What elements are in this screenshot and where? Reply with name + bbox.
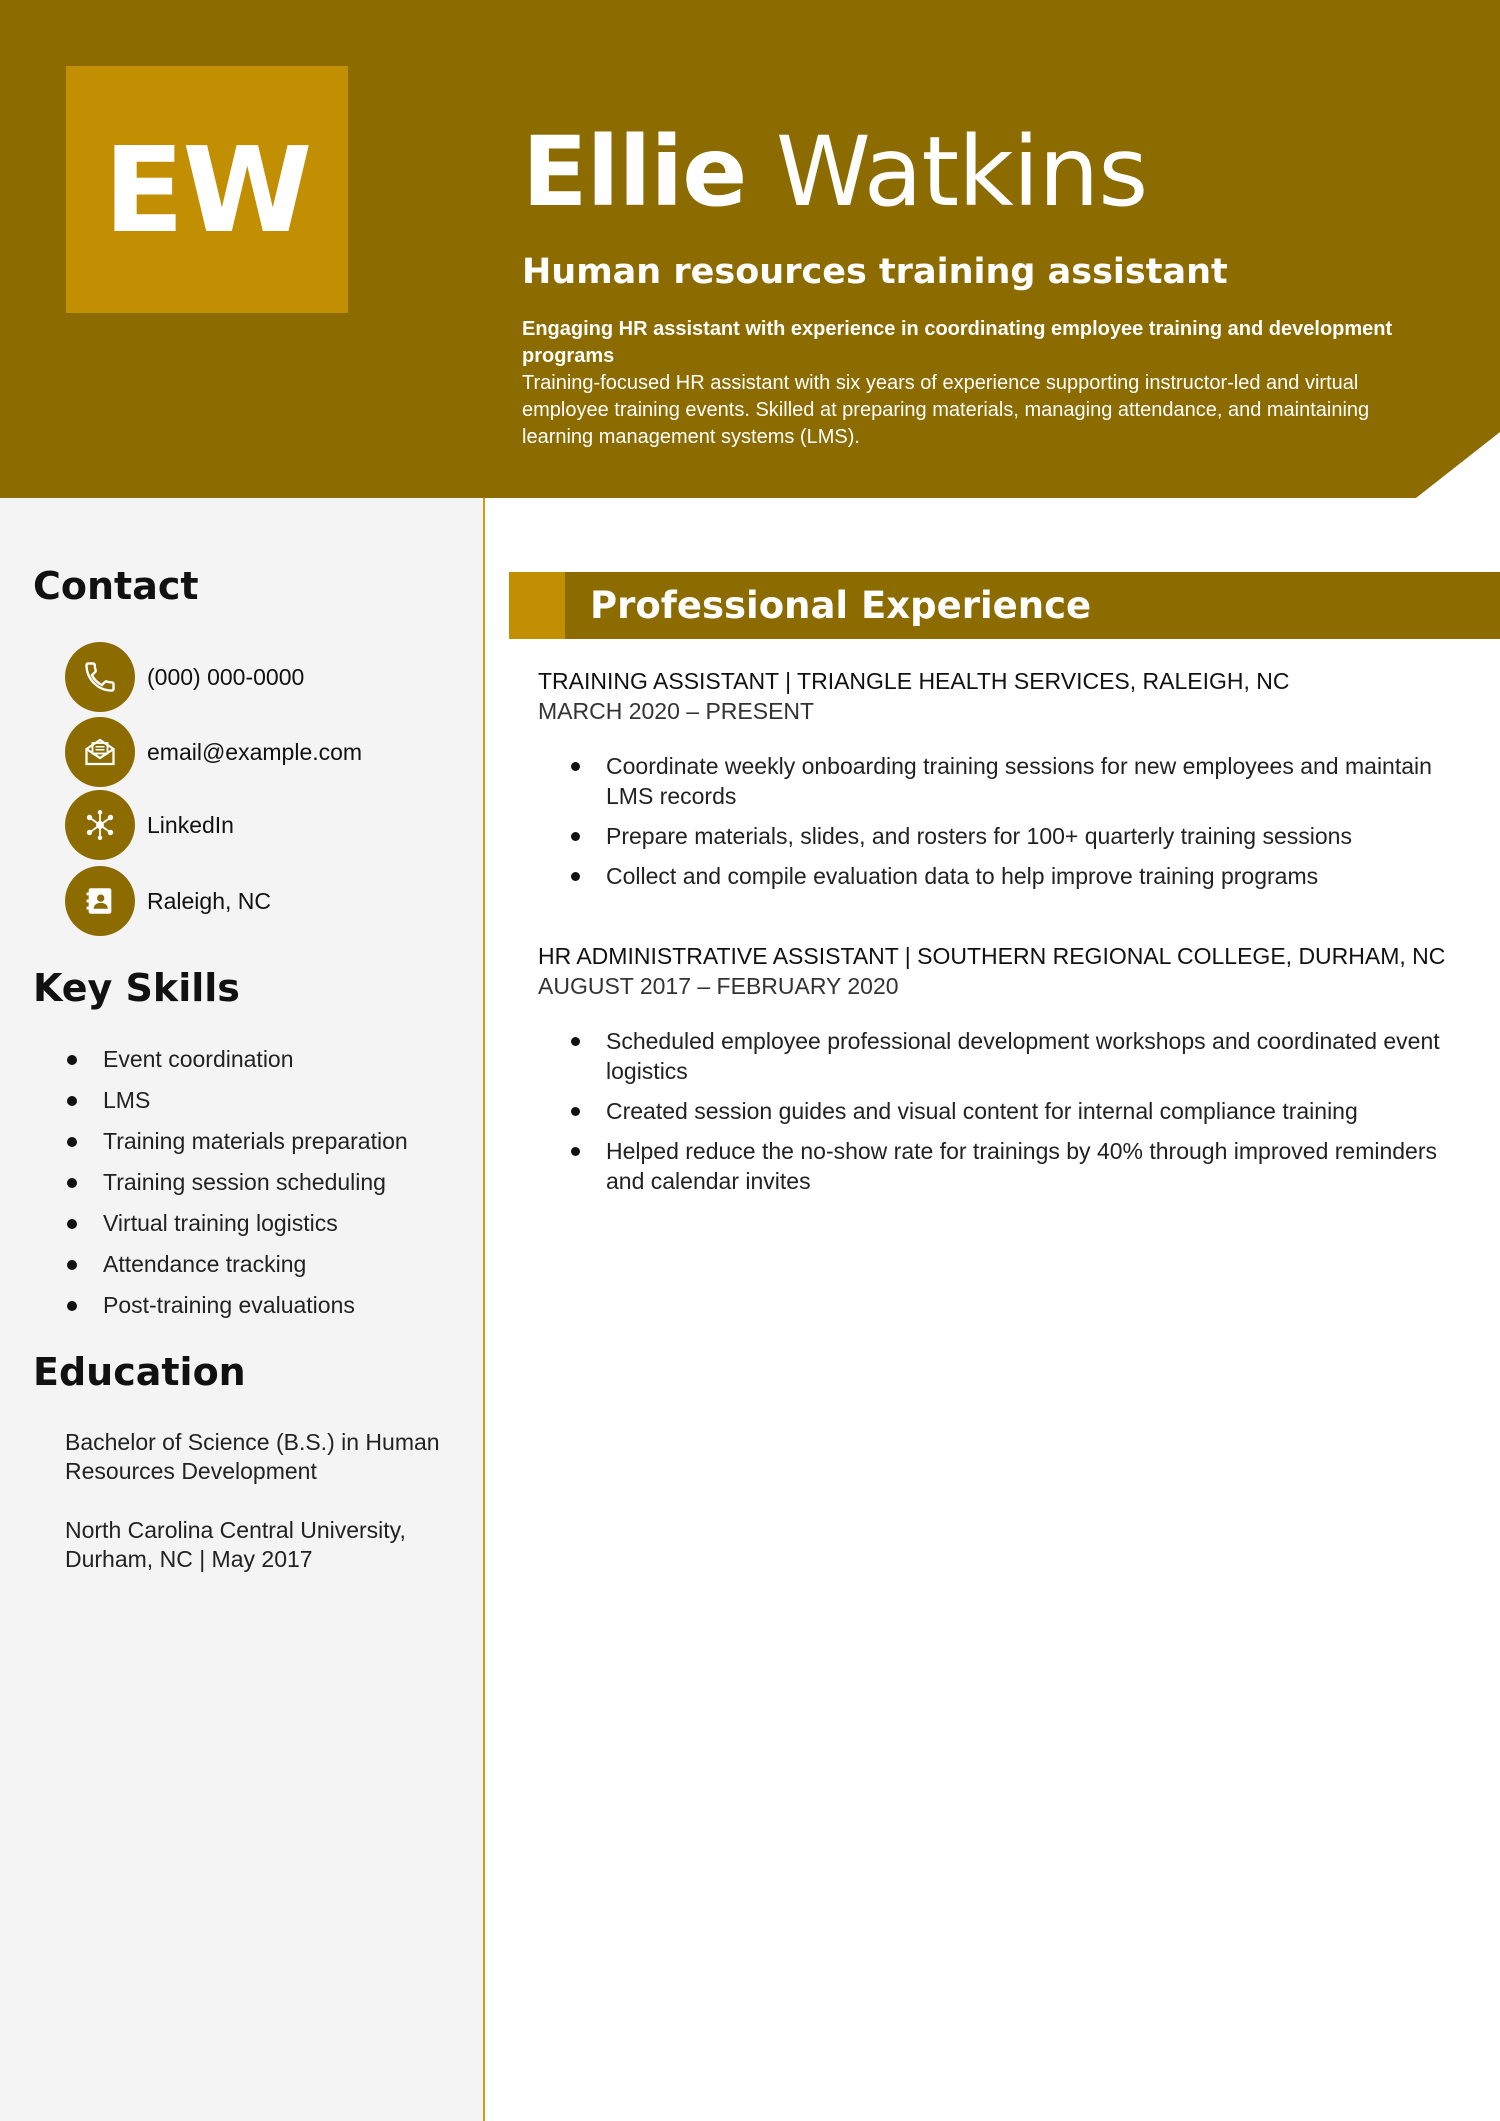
contact-email	[65, 717, 362, 787]
skill-item: Training session scheduling	[65, 1162, 408, 1203]
envelope-icon	[65, 717, 135, 787]
email-address[interactable]: email@example.com	[147, 738, 363, 765]
job-bullet: Collect and compile evaluation data to help improve training programs	[568, 861, 1478, 891]
experience-heading: Professional Experience	[590, 584, 1092, 627]
job-bullet: Prepare materials, slides, and rosters for 100+ quarterly training sessions	[568, 821, 1478, 851]
resume-header	[0, 0, 1500, 498]
address-book-icon	[65, 866, 135, 936]
contact-location	[65, 866, 271, 936]
candidate-name	[522, 112, 1147, 232]
job-bullet: Scheduled employee professional development workshops and coordinated event logistics	[568, 1026, 1478, 1086]
contact-linkedin	[65, 790, 234, 860]
last-name: Watkins	[775, 116, 1148, 228]
skills-heading: Key Skills	[33, 966, 240, 1010]
job-bullets	[568, 751, 1478, 901]
job-bullet: Created session guides and visual content for internal compliance training	[568, 1096, 1478, 1126]
phone-icon	[65, 642, 135, 712]
job-bullets	[568, 1026, 1478, 1206]
phone-number[interactable]: (000) 000-0000	[147, 663, 305, 690]
section-accent	[509, 572, 565, 639]
location: Raleigh, NC	[147, 887, 271, 914]
skill-item: Virtual training logistics	[65, 1203, 408, 1244]
job-title: Human resources training assistant	[522, 252, 1228, 292]
linkedin-link[interactable]: LinkedIn	[147, 811, 234, 838]
monogram: EW	[66, 66, 348, 313]
job-heading: HR ADMINISTRATIVE ASSISTANT | SOUTHERN REGIONAL COLLEGE, DURHAM, NC	[538, 943, 1446, 969]
summary	[522, 316, 1422, 451]
education-degree: Bachelor of Science (B.S.) in Human Resources Development	[65, 1429, 440, 1484]
job-dates: AUGUST 2017 – FEBRUARY 2020	[538, 973, 899, 999]
skill-item: Event coordination	[65, 1039, 408, 1080]
experience-section-header	[509, 572, 1500, 639]
first-name: Ellie	[522, 116, 747, 228]
job-heading: TRAINING ASSISTANT | TRIANGLE HEALTH SERVICES, RALEIGH, NC	[538, 668, 1290, 694]
job-bullet: Helped reduce the no-show rate for trainings by 40% through improved reminders and calendar invites	[568, 1136, 1478, 1196]
contact-phone	[65, 642, 304, 712]
job-dates: MARCH 2020 – PRESENT	[538, 698, 815, 724]
contact-heading: Contact	[33, 564, 199, 608]
skill-item: Attendance tracking	[65, 1244, 408, 1285]
summary-text: Training-focused HR assistant with six years of experience supporting instructor-led and virtual employee training events. Skilled at preparing materials, managing attendance, and maintaining learning management systems (LMS).	[522, 372, 1370, 448]
skills-list	[65, 1039, 408, 1326]
skill-item: LMS	[65, 1080, 408, 1121]
education-school: North Carolina Central University, Durham, NC | May 2017	[65, 1517, 406, 1572]
skill-item: Post-training evaluations	[65, 1285, 408, 1326]
summary-headline: Engaging HR assistant with experience in coordinating employee training and development programs	[522, 318, 1393, 367]
job-bullet: Coordinate weekly onboarding training sessions for new employees and maintain LMS records	[568, 751, 1478, 811]
network-icon	[65, 790, 135, 860]
skill-item: Training materials preparation	[65, 1121, 408, 1162]
education-heading: Education	[33, 1350, 246, 1394]
